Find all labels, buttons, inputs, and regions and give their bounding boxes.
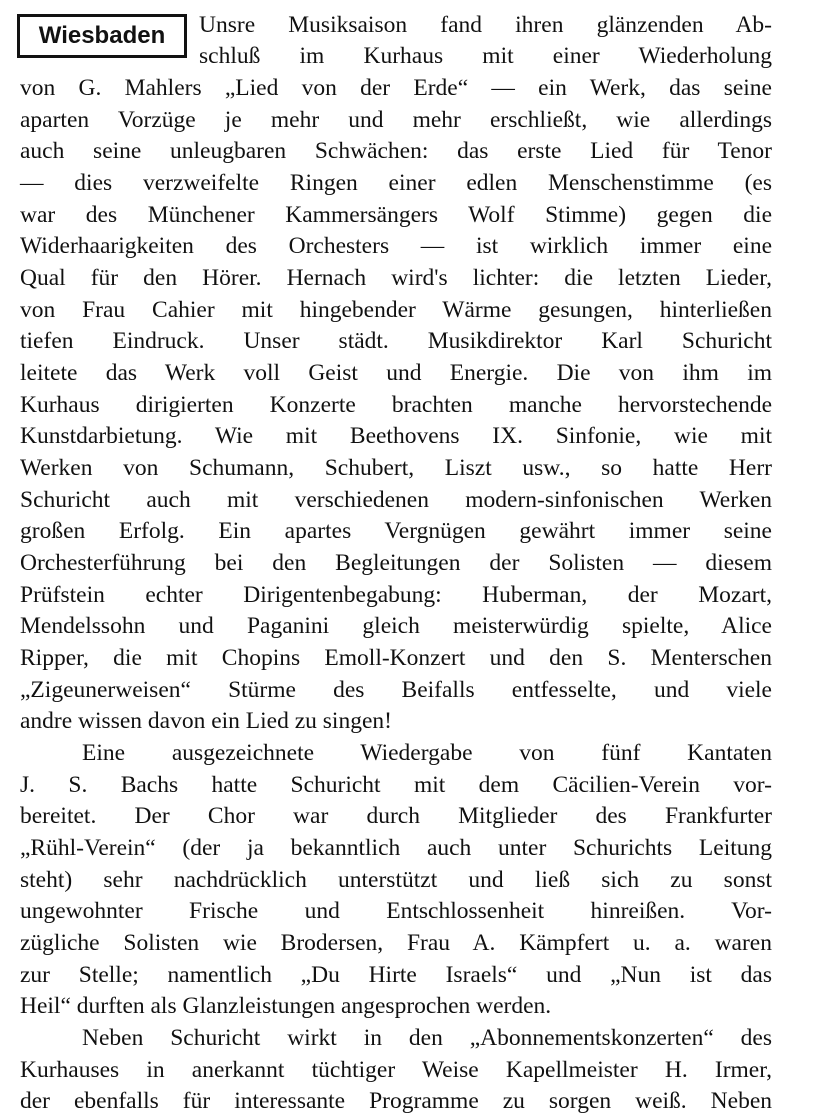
text-line: Qual für den Hörer. Hernach wird's lichter: die letzten Lieder, bbox=[20, 265, 772, 291]
text-line: war des Münchener Kammersängers Wolf Stimme) gegen die bbox=[20, 202, 772, 228]
text-line: Kunstdarbietung. Wie mit Beethovens IX. Sinfonie, wie mit bbox=[20, 423, 772, 449]
text-line: Mendelssohn und Paganini gleich meisterwürdig spielte, Alice bbox=[20, 613, 772, 639]
text-line: leitete das Werk voll Geist und Energie. Die von ihm im bbox=[20, 360, 772, 386]
text-line: aparten Vorzüge je mehr und mehr erschließt, wie allerdings bbox=[20, 107, 772, 133]
text-line: Werken von Schumann, Schubert, Liszt usw., so hatte Herr bbox=[20, 455, 772, 481]
text-line-last: Heil“ durften als Glanzleistungen angesprochen werden. bbox=[20, 993, 552, 1019]
text-line: bereitet. Der Chor war durch Mitglieder des Frankfurter bbox=[20, 803, 772, 829]
text-line: großen Erfolg. Ein apartes Vergnügen gewährt immer seine bbox=[20, 518, 772, 544]
text-line-last: andre wissen davon ein Lied zu singen! bbox=[20, 708, 392, 734]
text-line: auch seine unleugbaren Schwächen: das erste Lied für Tenor bbox=[20, 138, 772, 164]
text-line: zügliche Solisten wie Brodersen, Frau A. Kämpfert u. a. waren bbox=[20, 930, 772, 956]
text-line: von Frau Cahier mit hingebender Wärme gesungen, hinterließen bbox=[20, 297, 772, 323]
text-line: Schuricht auch mit verschiedenen modern-sinfonischen Werken bbox=[20, 487, 772, 513]
text-line: „Zigeunerweisen“ Stürme des Beifalls entfesselte, und viele bbox=[20, 677, 772, 703]
text-line: Prüfstein echter Dirigentenbegabung: Huberman, der Mozart, bbox=[20, 582, 772, 608]
text-line: Orchesterführung bei den Begleitungen der Solisten — diesem bbox=[20, 550, 772, 576]
text-line: zur Stelle; namentlich „Du Hirte Israels“ und „Nun ist das bbox=[20, 962, 772, 988]
text-line-first: Neben Schuricht wirkt in den „Abonnementskonzerten“ des bbox=[82, 1025, 772, 1051]
text-line: Kurhaus dirigierten Konzerte brachten manche hervorstechende bbox=[20, 392, 772, 418]
text-line: der ebenfalls für interessante Programme zu sorgen weiß. Neben bbox=[20, 1088, 772, 1114]
text-line-first: Eine ausgezeichnete Wiedergabe von fünf Kantaten bbox=[82, 740, 772, 766]
text-line: Ripper, die mit Chopins Emoll-Konzert und den S. Menterschen bbox=[20, 645, 772, 671]
text-line: tiefen Eindruck. Unser städt. Musikdirektor Karl Schuricht bbox=[20, 328, 772, 354]
text-line: Widerhaarigkeiten des Orchesters — ist wirklich immer eine bbox=[20, 233, 772, 259]
text-line: ungewohnter Frische und Entschlossenheit hinreißen. Vor- bbox=[20, 898, 772, 924]
text-line: J. S. Bachs hatte Schuricht mit dem Cäcilien-Verein vor- bbox=[20, 772, 772, 798]
section-heading-wiesbaden: Wiesbaden bbox=[17, 14, 187, 58]
text-line: — dies verzweifelte Ringen einer edlen Menschenstimme (es bbox=[20, 170, 772, 196]
text-line: schluß im Kurhaus mit einer Wiederholung bbox=[199, 43, 772, 69]
text-line: Kurhauses in anerkannt tüchtiger Weise Kapellmeister H. Irmer, bbox=[20, 1057, 772, 1083]
text-line: Unsre Musiksaison fand ihren glänzenden Ab- bbox=[199, 12, 772, 38]
text-line: von G. Mahlers „Lied von der Erde“ — ein Werk, das seine bbox=[20, 75, 772, 101]
text-line: steht) sehr nachdrücklich unterstützt und ließ sich zu sonst bbox=[20, 867, 772, 893]
text-line: „Rühl-Verein“ (der ja bekanntlich auch unter Schurichts Leitung bbox=[20, 835, 772, 861]
